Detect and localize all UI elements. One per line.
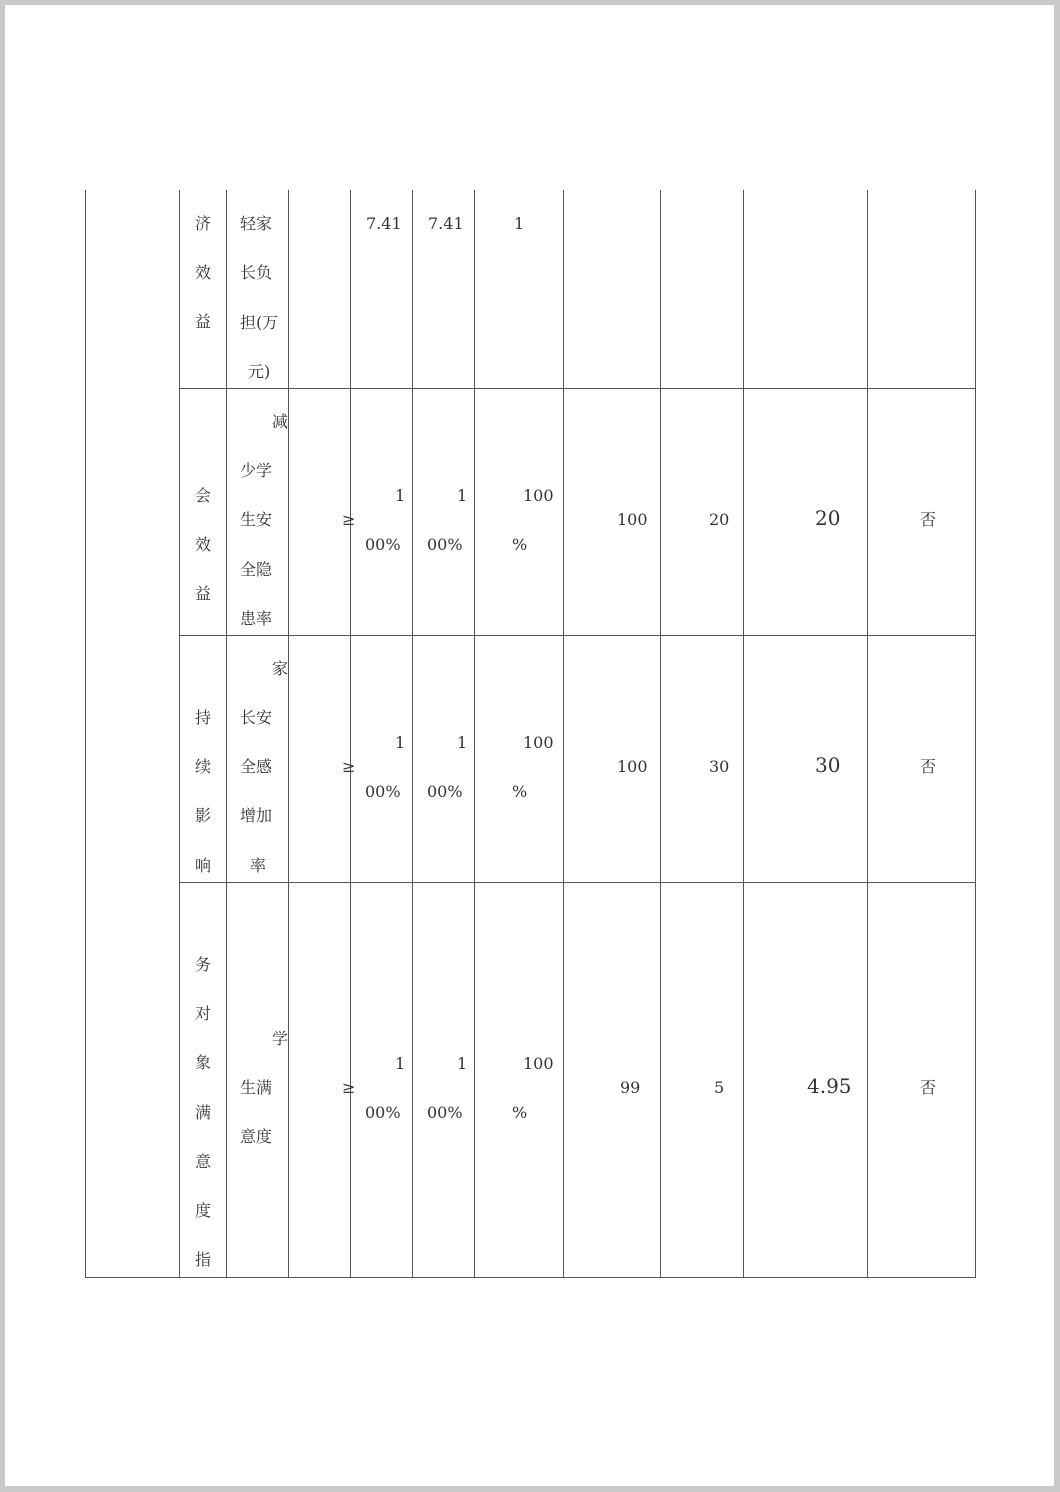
sub-category-char: 响	[195, 856, 212, 875]
actual-value: 7.41	[428, 214, 464, 233]
deduction-flag: 否	[920, 510, 937, 529]
score-percent: 100	[617, 510, 648, 529]
target-value: 00%	[365, 782, 401, 801]
table-border-right	[975, 190, 976, 1278]
indicator-name-line: 长负	[240, 263, 273, 282]
target-value: 1	[395, 1054, 406, 1073]
completion-rate: 100	[523, 486, 554, 505]
indicator-name-line: 家	[272, 659, 289, 678]
target-value: 00%	[365, 1103, 401, 1122]
indicator-name-line: 生安	[240, 510, 273, 529]
table-rule	[226, 190, 227, 1278]
sub-category-char: 会	[195, 486, 212, 505]
sub-category-char: 持	[195, 708, 212, 727]
target-value: 7.41	[366, 214, 402, 233]
table-rule	[563, 190, 564, 1278]
sub-category-char: 济	[195, 214, 212, 233]
sub-category-char: 益	[195, 584, 212, 603]
deduction-flag: 否	[920, 757, 937, 776]
sub-category-char: 续	[195, 757, 212, 776]
table-rule	[412, 190, 413, 1278]
operator-symbol: ≥	[342, 757, 356, 776]
completion-rate: %	[512, 1103, 528, 1122]
sub-category-char: 指	[195, 1250, 212, 1269]
actual-value: 1	[457, 733, 468, 752]
actual-value: 00%	[427, 1103, 463, 1122]
operator-symbol: ≥	[342, 1078, 356, 1097]
score-value: 20	[815, 506, 841, 530]
table-border-bottom	[85, 1277, 976, 1278]
indicator-name-line: 生满	[240, 1078, 273, 1097]
sub-category-char: 度	[195, 1201, 212, 1220]
indicator-name-line: 率	[250, 856, 267, 875]
table-border-left	[85, 190, 86, 1278]
indicator-name-line: 全感	[240, 757, 273, 776]
indicator-name-line: 意度	[240, 1127, 273, 1146]
score-value: 4.95	[807, 1074, 852, 1098]
score-percent: 100	[617, 757, 648, 776]
row-rule	[179, 635, 976, 636]
indicator-name-line: 增加	[240, 806, 273, 825]
row-rule	[179, 388, 976, 389]
weight-value: 5	[714, 1078, 725, 1097]
sub-category-char: 益	[195, 312, 212, 331]
score-percent: 99	[620, 1078, 641, 1097]
indicator-name-line: 长安	[240, 708, 273, 727]
table-rule	[867, 190, 868, 1278]
table-rule	[179, 190, 180, 1278]
table-rule	[743, 190, 744, 1278]
sub-category-char: 效	[195, 535, 212, 554]
completion-rate: 100	[523, 1054, 554, 1073]
indicator-name-line: 元)	[248, 362, 271, 381]
indicator-name-line: 学	[272, 1029, 289, 1048]
actual-value: 00%	[427, 782, 463, 801]
sub-category-char: 务	[195, 955, 212, 974]
target-value: 1	[395, 733, 406, 752]
score-value: 30	[815, 753, 841, 777]
target-value: 00%	[365, 535, 401, 554]
sub-category-char: 效	[195, 263, 212, 282]
sub-category-char: 影	[195, 806, 212, 825]
sub-category-char: 对	[195, 1004, 212, 1023]
operator-symbol: ≥	[342, 510, 356, 529]
target-value: 1	[395, 486, 406, 505]
indicator-name-line: 减	[272, 412, 289, 431]
weight-value: 30	[709, 757, 730, 776]
table-rule	[660, 190, 661, 1278]
actual-value: 1	[457, 1054, 468, 1073]
completion-rate: 100	[523, 733, 554, 752]
deduction-flag: 否	[920, 1078, 937, 1097]
completion-rate: %	[512, 782, 528, 801]
indicator-name-line: 少学	[240, 461, 273, 480]
actual-value: 1	[457, 486, 468, 505]
table-rule	[288, 190, 289, 1278]
actual-value: 00%	[427, 535, 463, 554]
indicator-name-line: 患率	[240, 609, 273, 628]
completion-rate: 1	[514, 214, 525, 233]
indicator-name-line: 全隐	[240, 560, 273, 579]
sub-category-char: 满	[195, 1103, 212, 1122]
indicator-name-line: 轻家	[240, 214, 273, 233]
completion-rate: %	[512, 535, 528, 554]
indicator-name-line: 担(万	[240, 313, 279, 332]
sub-category-char: 意	[195, 1152, 212, 1171]
weight-value: 20	[709, 510, 730, 529]
table-rule	[474, 190, 475, 1278]
sub-category-char: 象	[195, 1053, 212, 1072]
table-rule	[350, 190, 351, 1278]
row-rule	[179, 882, 976, 883]
